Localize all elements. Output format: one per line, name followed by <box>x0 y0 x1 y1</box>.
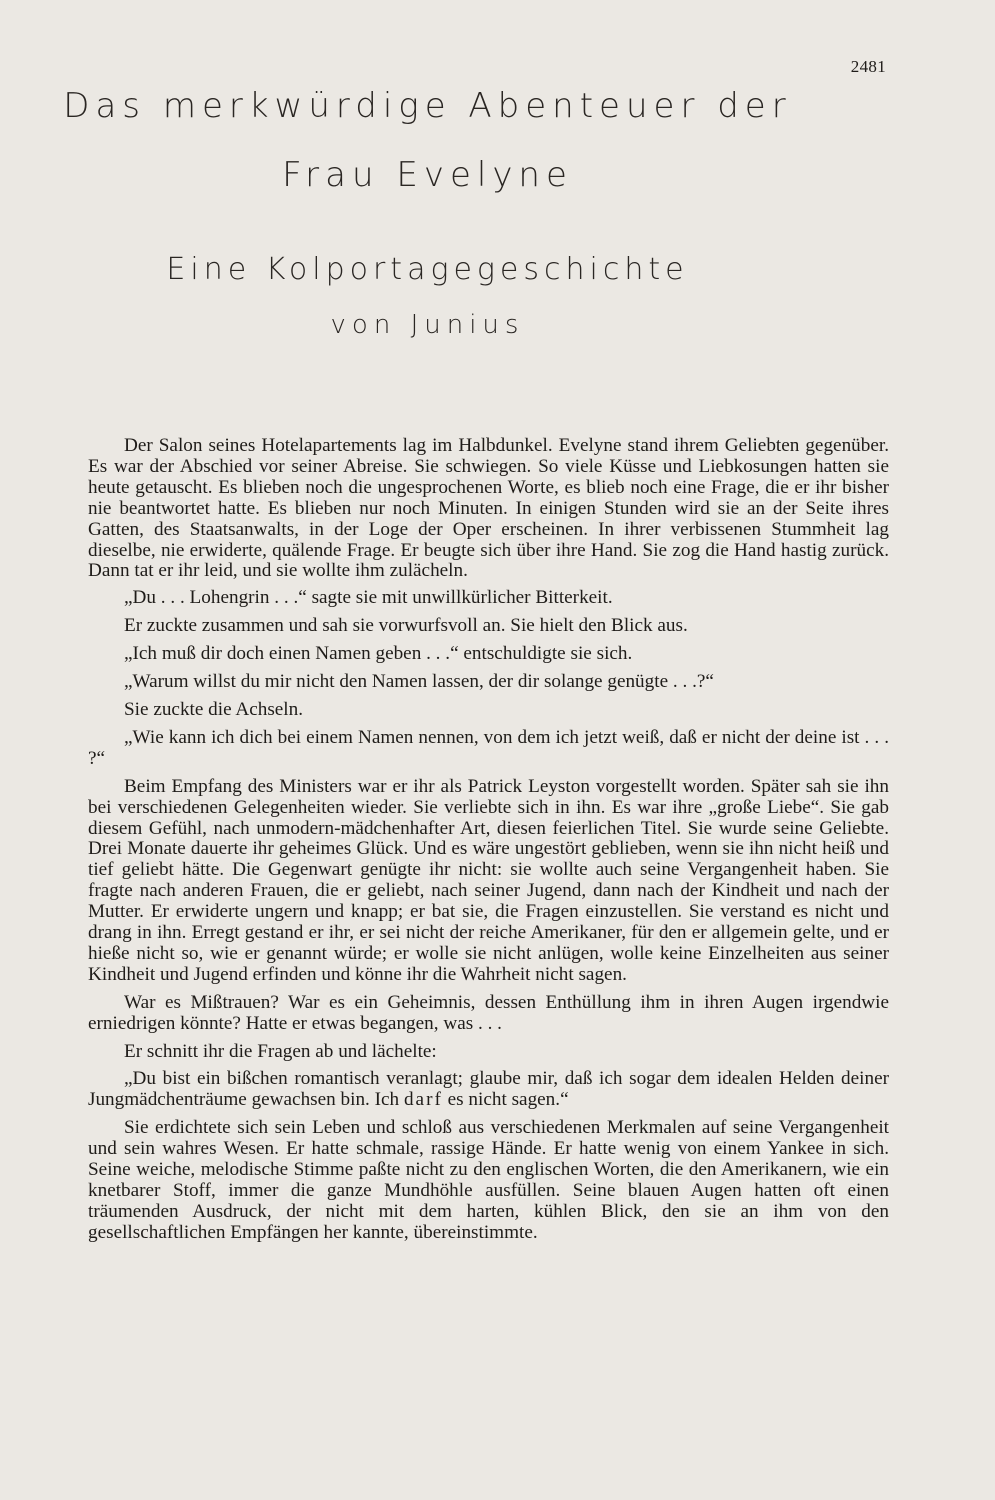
subtitle-line-1: Eine Kolportagegeschichte <box>166 252 689 287</box>
paragraph: Er schnitt ihr die Fragen ab und lächelte: <box>124 1040 437 1062</box>
title-line-1: Das merkwürdige Abenteuer der <box>63 86 792 126</box>
paragraph: „Ich muß dir doch einen Namen geben . . .“ entschuldigte sie sich. <box>124 643 633 665</box>
paragraph: Er zuckte zusammen und sah sie vorwurfsvoll an. Sie hielt den Blick aus. <box>124 615 688 637</box>
paragraph-text: „Du bist ein bißchen romantisch veranlagt; glaube mir, daß ich sogar dem idealen Helden deiner Jungmädchenträume gewachsen bin. Ich <box>88 1068 889 1111</box>
title-line-2: Frau Evelyne <box>282 155 573 195</box>
paragraph: Sie erdichtete sich sein Leben und schloß aus verschiedenen Merkmalen auf seine Vergangenheit und sein wahres Wesen. Er hatte schmale, rassige Hände. Er hatte wenig von einem Yankee in sich. Seine weiche, melodische Stimme paßte nicht zu den englischen Worten, die den Amerikanern, wie ein knetbarer Stoff, immer die ganze Mundhöhle ausfüllen. Seine blauen Augen hatten oft einen träumenden Ausdruck, der nicht mit dem harten, kühlen Blick, den sie an ihm von den gesellschaftlichen Empfängen her kannte, übereinstimmte. <box>88 1117 889 1243</box>
paragraph: „Du . . . Lohengrin . . .“ sagte sie mit unwillkürlicher Bitterkeit. <box>124 587 613 609</box>
page-number: 2481 <box>850 57 886 76</box>
paragraph: Der Salon seines Hotelapartements lag im Halbdunkel. Evelyne stand ihrem Geliebten gegenüber. Es war der Abschied vor seiner Abreise. Sie schwiegen. So viele Küsse und Liebkosungen hatten sie heute getauscht. Es blieben noch die ungesprochenen Worte, es blieb noch eine Frage, die er ihr bisher nie beantwortet hatte. Es blieben nur noch Minuten. In einigen Stunden wird sie an der Seite ihres Gatten, des Staatsanwalts, in der Loge der Oper erscheinen. In ihrer verbissenen Stummheit lag dieselbe, nie erwiderte, quälende Frage. Er beugte sich über ihre Hand. Sie zog die Hand hastig zurück. Dann tat er ihr leid, und sie wollte ihm zulächeln. <box>88 435 889 582</box>
paragraph: War es Mißtrauen? War es ein Geheimnis, dessen Enthüllung ihm in ihren Augen irgendwie erniedrigen könnte? Hatte er etwas begangen, was . . . <box>88 991 889 1034</box>
subtitle-line-2: von Junius <box>330 310 525 340</box>
paragraph: „Warum willst du mir nicht den Namen lassen, der dir solange genügte . . .?“ <box>124 671 714 693</box>
paragraph-text: es nicht sagen.“ <box>447 1089 569 1111</box>
paragraph <box>88 1069 889 1111</box>
paragraph: Sie zuckte die Achseln. <box>124 698 304 720</box>
paragraph: „Wie kann ich dich bei einem Namen nennen, von dem ich jetzt weiß, daß er nicht der deine ist . . . ?“ <box>88 726 889 769</box>
article-body <box>88 436 889 1251</box>
emphasized-word: darf <box>403 1089 443 1111</box>
paragraph: Beim Empfang des Ministers war er ihr als Patrick Leyston vorgestellt worden. Später sah sie ihn bei verschiedenen Gelegenheiten wieder. Sie verliebte sich in ihn. Es war ihre „große Liebe“. Sie gab diesem Gefühl, nach unmodern-mädchenhafter Art, diesen feierlichen Titel. Sie wurde seine Geliebte. Drei Monate dauerte ihr geheimes Glück. Und es wäre ungestört geblieben, wenn sie ihn nicht heiß und tief geliebt hätte. Die Gegenwart genügte ihr nicht: sie wollte auch seine Vergangenheit haben. Sie fragte nach anderen Frauen, die er geliebt, nach seiner Jugend, dann nach der Kindheit und nach der Mutter. Er erwiderte ungern und knapp; er bat sie, die Fragen einzustellen. Sie verstand es nicht und drang in ihn. Erregt gestand er ihr, er sei nicht der reiche Amerikaner, für den er allgemein gelte, und er hieße nicht so, wie er genannt würde; er wolle sie nicht anlügen, wolle keine Einzelheiten aus seiner Kindheit und Jugend erfinden und könne ihr die Wahrheit nicht sagen. <box>88 775 889 985</box>
